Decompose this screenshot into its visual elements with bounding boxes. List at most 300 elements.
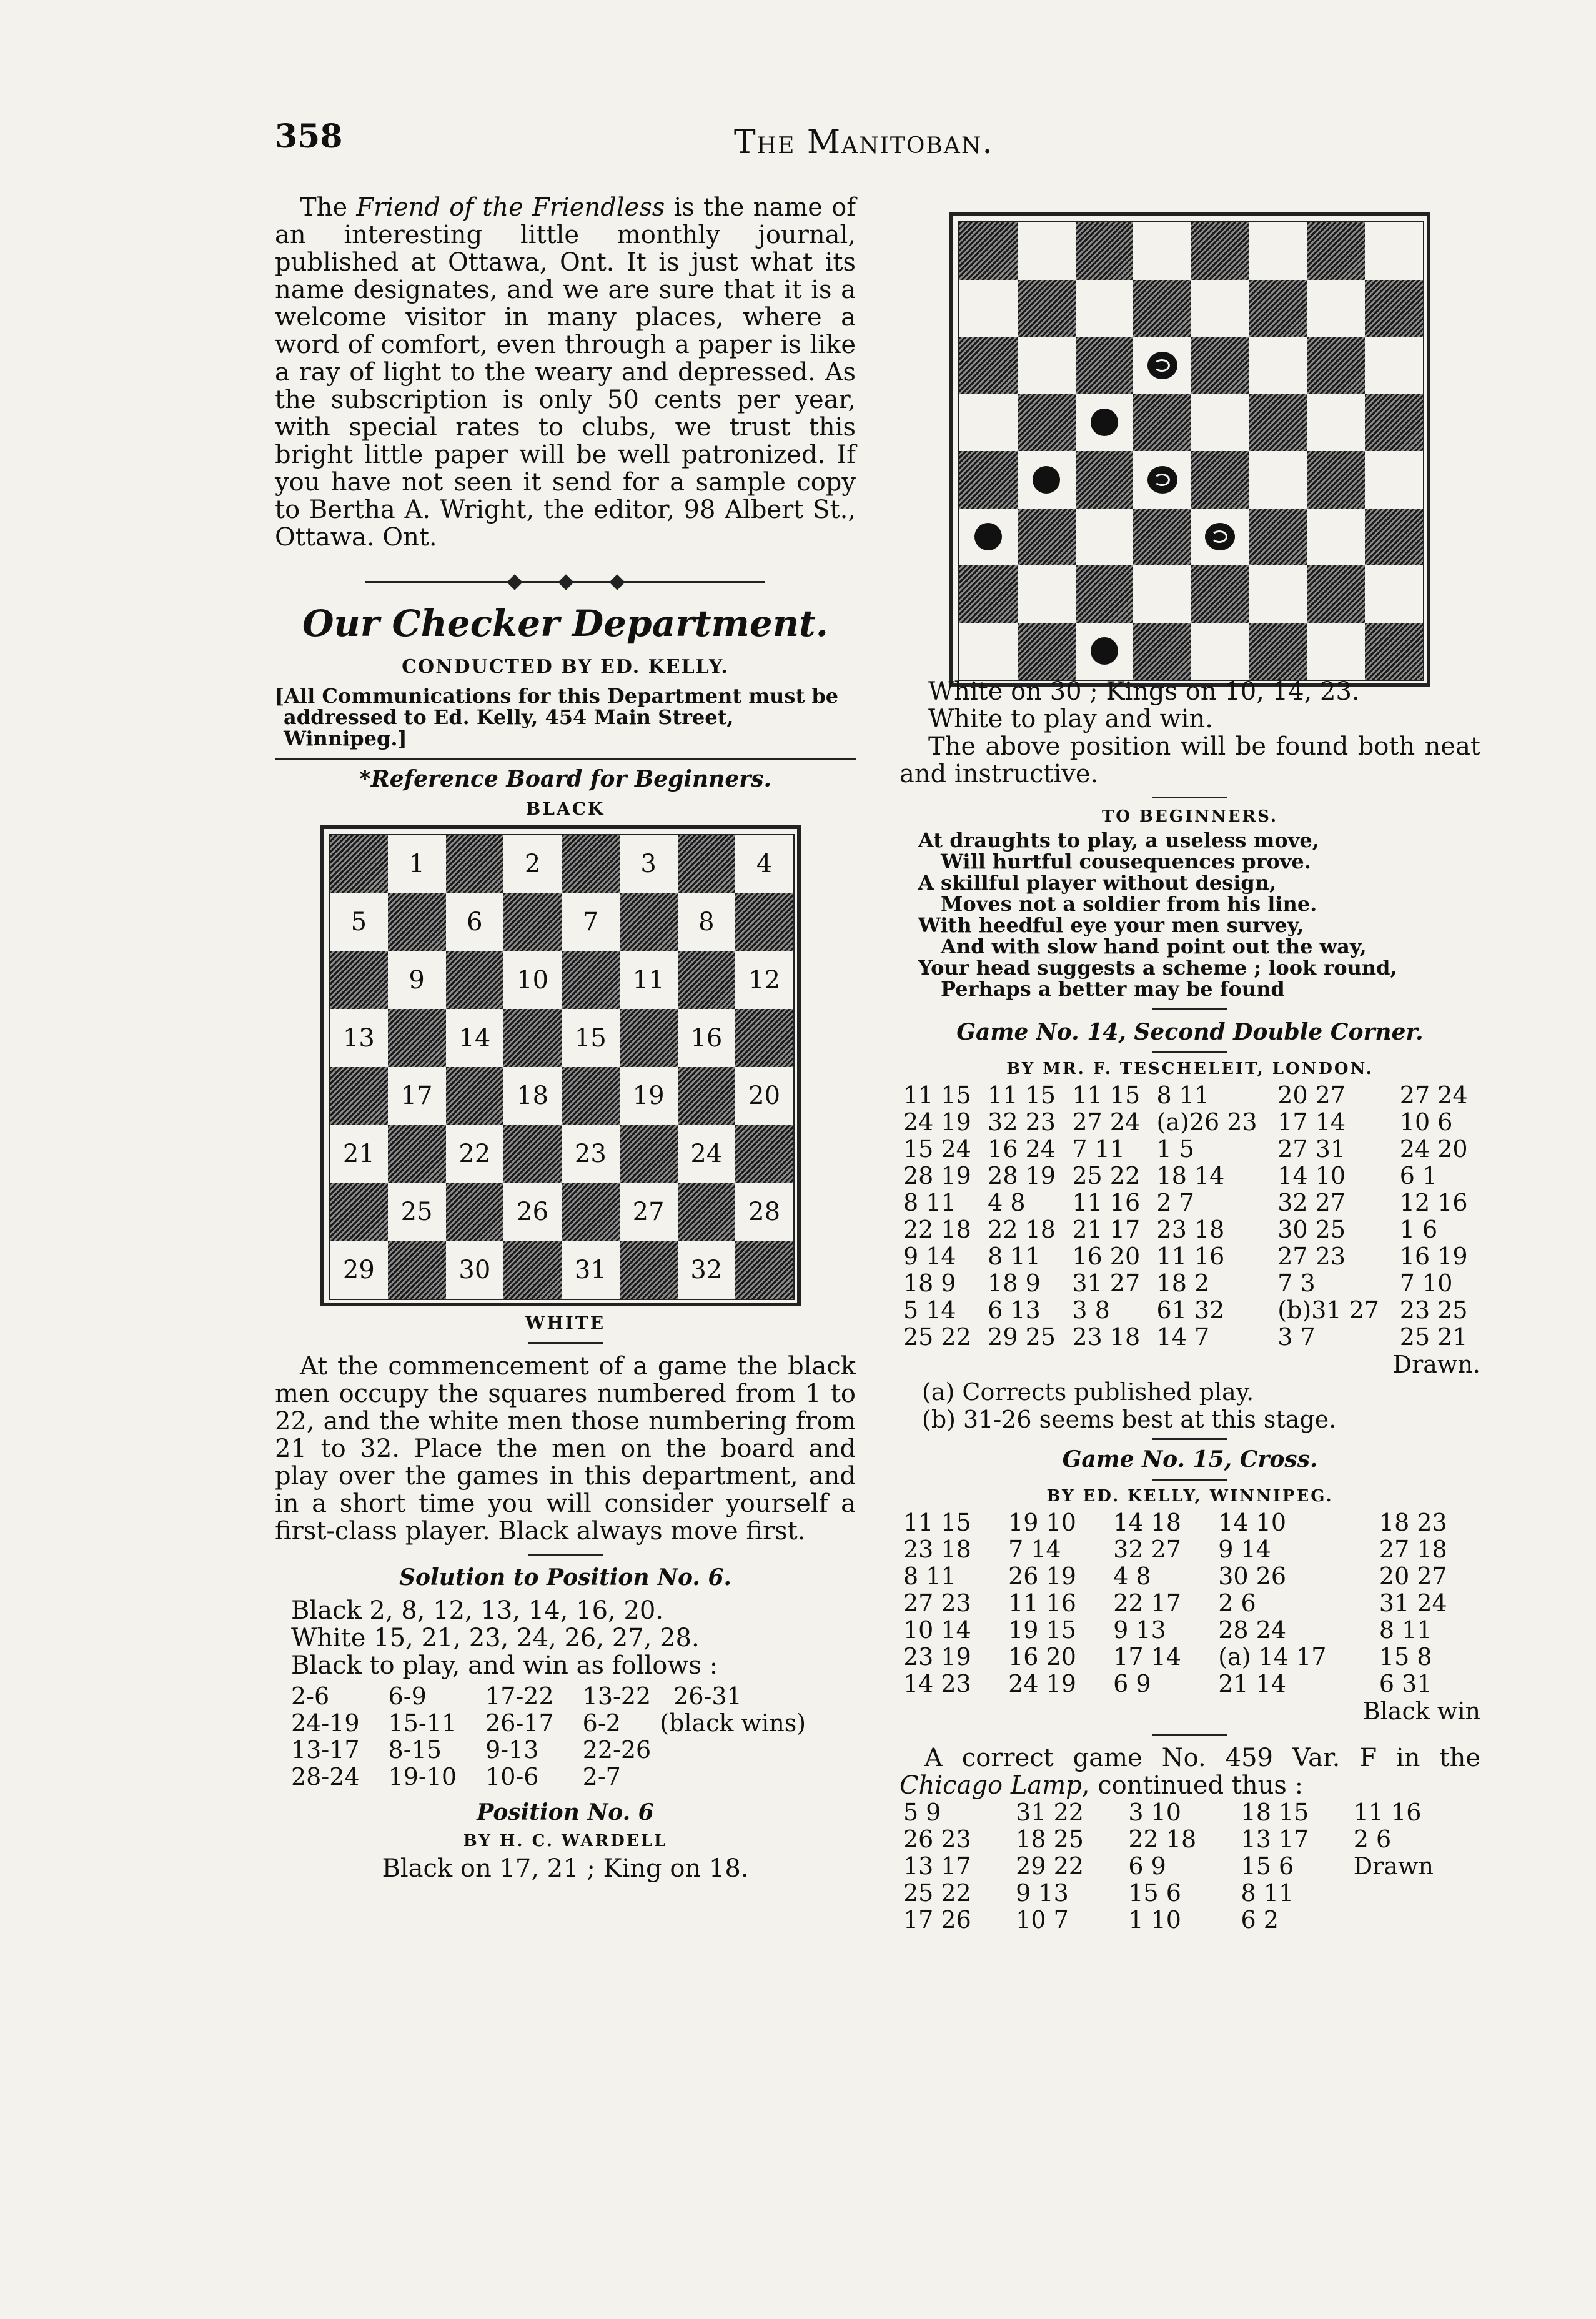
dark-square bbox=[1133, 509, 1191, 566]
table-row bbox=[900, 1671, 1480, 1697]
dark-square bbox=[330, 951, 388, 1010]
table-row bbox=[900, 1617, 1480, 1644]
numbered-square: 7 bbox=[562, 893, 620, 951]
move-cell: 32 27 bbox=[1277, 1189, 1346, 1216]
short-rule bbox=[1152, 1008, 1227, 1010]
short-rule bbox=[1152, 1734, 1227, 1736]
move-cell: 1 10 bbox=[1128, 1906, 1181, 1934]
section-rule bbox=[275, 758, 856, 760]
light-square bbox=[1191, 394, 1249, 452]
table-row bbox=[900, 1082, 1480, 1109]
department-title: Our Checker Department. bbox=[302, 602, 828, 645]
dark-square bbox=[388, 1009, 446, 1067]
dark-square bbox=[735, 1125, 793, 1183]
move-cell: 8 11 bbox=[1156, 1081, 1210, 1109]
move-cell: 13-17 bbox=[291, 1736, 360, 1764]
move-cell: 24 19 bbox=[1008, 1670, 1076, 1697]
move-cell: 17-22 bbox=[485, 1682, 554, 1710]
move-cell: 3 10 bbox=[1128, 1799, 1181, 1826]
dark-square bbox=[1365, 394, 1423, 452]
dark-square bbox=[503, 1125, 562, 1183]
poem-line: And with slow hand point out the way, bbox=[941, 935, 1367, 958]
move-cell: 24 20 bbox=[1399, 1135, 1468, 1163]
move-cell: 7 11 bbox=[1072, 1135, 1125, 1163]
move-cell: 11 16 bbox=[1008, 1589, 1076, 1617]
move-cell: 9 13 bbox=[1113, 1616, 1166, 1644]
dark-square bbox=[620, 1241, 678, 1299]
table-row bbox=[900, 1163, 1480, 1189]
move-cell: 12 16 bbox=[1399, 1189, 1468, 1216]
king-piece bbox=[1147, 352, 1177, 379]
position-by: BY H. C. WARDELL bbox=[463, 1832, 668, 1850]
move-cell: 29 25 bbox=[988, 1323, 1056, 1351]
game14-heading: Game No. 14, Second Double Corner. bbox=[956, 1019, 1424, 1045]
move-cell: 8 11 bbox=[1241, 1879, 1294, 1907]
light-square bbox=[959, 394, 1018, 452]
move-cell: 31 27 bbox=[1072, 1269, 1141, 1297]
dark-square bbox=[959, 565, 1018, 623]
table-row bbox=[287, 1737, 810, 1764]
move-cell: 19 10 bbox=[1008, 1509, 1076, 1536]
move-cell: 19 15 bbox=[1008, 1616, 1076, 1644]
numbered-square: 28 bbox=[735, 1183, 793, 1241]
move-cell: 10 6 bbox=[1399, 1108, 1453, 1136]
move-cell: 6 13 bbox=[988, 1296, 1041, 1324]
beginners-text: At the commencement of a game the black men occupy the squares numbered from 1 to 22, and the white men those numbering from 21 to 32. Place the men on the board and play over the games in this department, and in a short time you will consider yourself a first-class player. Black always move first. bbox=[275, 1352, 856, 1546]
move-cell: 4 8 bbox=[1113, 1562, 1151, 1590]
occupied-square bbox=[1076, 623, 1134, 680]
move-cell: 27 24 bbox=[1399, 1081, 1468, 1109]
light-square bbox=[1018, 565, 1076, 623]
move-cell: 15 6 bbox=[1128, 1879, 1181, 1907]
dark-square bbox=[1018, 394, 1076, 452]
move-cell: 30 25 bbox=[1277, 1216, 1346, 1243]
chicago-lamp-title: Chicago Lamp bbox=[900, 1771, 1082, 1800]
table-row bbox=[900, 1799, 1480, 1826]
dark-square bbox=[735, 1009, 793, 1067]
table-row bbox=[287, 1683, 810, 1710]
journal-title: Friend of the Friendless bbox=[356, 193, 665, 222]
light-square bbox=[1249, 565, 1307, 623]
light-square bbox=[1076, 280, 1134, 337]
table-row bbox=[900, 1536, 1480, 1563]
move-cell: 3 7 bbox=[1277, 1323, 1316, 1351]
short-rule bbox=[1152, 1438, 1227, 1440]
dark-square bbox=[1365, 509, 1423, 566]
dark-square bbox=[330, 1183, 388, 1241]
numbered-square: 10 bbox=[503, 951, 562, 1010]
move-cell: 6 2 bbox=[1241, 1906, 1279, 1934]
move-cell: 18 9 bbox=[988, 1269, 1041, 1297]
to-beginners-heading: TO BEGINNERS. bbox=[1101, 807, 1279, 826]
light-square bbox=[1191, 623, 1249, 680]
dark-square bbox=[446, 1067, 504, 1125]
move-cell: 5 9 bbox=[903, 1799, 941, 1826]
move-cell: 18 14 bbox=[1156, 1162, 1225, 1189]
dark-square bbox=[735, 1241, 793, 1299]
dark-square bbox=[388, 893, 446, 951]
numbered-square: 8 bbox=[678, 893, 736, 951]
move-cell: 25 21 bbox=[1399, 1323, 1468, 1351]
move-cell: 16 24 bbox=[988, 1135, 1056, 1163]
numbered-square: 5 bbox=[330, 893, 388, 951]
move-cell: 28 24 bbox=[1218, 1616, 1287, 1644]
numbered-square: 3 bbox=[620, 835, 678, 893]
move-cell: 25 22 bbox=[903, 1323, 971, 1351]
dark-square bbox=[1191, 222, 1249, 280]
move-cell: 14 10 bbox=[1277, 1162, 1346, 1189]
right-column bbox=[900, 678, 1480, 1934]
move-cell: 28 19 bbox=[903, 1162, 971, 1189]
move-cell: 25 22 bbox=[903, 1879, 971, 1907]
game14-by: BY MR. F. TESCHELEIT, LONDON. bbox=[1006, 1060, 1374, 1078]
correct-game-lead: A correct game No. 459 Var. F in the bbox=[924, 1744, 1480, 1772]
table-row bbox=[900, 1907, 1480, 1934]
numbered-square: 23 bbox=[562, 1125, 620, 1183]
numbered-square: 25 bbox=[388, 1183, 446, 1241]
light-square bbox=[1249, 337, 1307, 394]
poem-line: Your head suggests a scheme ; look round, bbox=[918, 956, 1397, 980]
move-cell: 11 15 bbox=[903, 1509, 971, 1536]
move-cell: (a) 14 17 bbox=[1218, 1643, 1327, 1671]
light-square bbox=[1365, 565, 1423, 623]
dark-square bbox=[1249, 509, 1307, 566]
dark-square bbox=[562, 1067, 620, 1125]
board-top-label: BLACK bbox=[525, 798, 605, 819]
dark-square bbox=[446, 835, 504, 893]
dark-square bbox=[1249, 394, 1307, 452]
move-cell: 16 20 bbox=[1072, 1243, 1141, 1270]
dark-square bbox=[1018, 509, 1076, 566]
position-board bbox=[949, 212, 1430, 687]
move-cell: 32 23 bbox=[988, 1108, 1056, 1136]
position-caption-2: White to play and win. bbox=[928, 705, 1213, 733]
position-heading: Position No. 6 bbox=[477, 1799, 654, 1825]
table-row bbox=[900, 1270, 1480, 1297]
move-cell: 11 15 bbox=[1072, 1081, 1141, 1109]
left-column bbox=[275, 194, 856, 1883]
move-cell: 10-6 bbox=[485, 1763, 539, 1790]
light-square bbox=[1365, 451, 1423, 509]
move-cell: 14 10 bbox=[1218, 1509, 1287, 1536]
move-cell: 26 23 bbox=[903, 1825, 971, 1853]
occupied-square bbox=[1191, 509, 1249, 566]
move-cell: 27 18 bbox=[1379, 1536, 1447, 1563]
move-cell: 6-2 bbox=[582, 1709, 621, 1737]
move-cell: 23 18 bbox=[1072, 1323, 1141, 1351]
move-cell: 5 14 bbox=[903, 1296, 956, 1324]
move-cell: 4 8 bbox=[988, 1189, 1026, 1216]
move-cell: 11 16 bbox=[1353, 1799, 1422, 1826]
reference-board-grid bbox=[330, 835, 793, 1299]
move-cell: 8-15 bbox=[388, 1736, 442, 1764]
move-cell: (b)31 27 bbox=[1277, 1296, 1379, 1324]
move-cell: 26-17 bbox=[485, 1709, 554, 1737]
notice-text: is the name of an interesting little monthly journal, published at Ottawa, Ont. It is just what its name designates, and we are sure that it is a welcome visitor in many places, where a word of comfort, even through a paper is like a ray of light to the weary and depressed. As the subscription is only 50 cents per year, with special rates to clubs, we trust this bright little paper will be well patronized. If you have not seen it send for a sample copy to Bertha A. Wright, the editor, 98 Albert St., Ottawa. Ont. bbox=[275, 193, 856, 552]
numbered-square: 13 bbox=[330, 1009, 388, 1067]
move-cell: 27 24 bbox=[1072, 1108, 1141, 1136]
light-square bbox=[1249, 451, 1307, 509]
notice-lead: The bbox=[300, 193, 357, 222]
move-cell: 2 6 bbox=[1353, 1825, 1392, 1853]
occupied-square bbox=[1018, 451, 1076, 509]
king-piece bbox=[1147, 466, 1177, 494]
move-cell: 61 32 bbox=[1156, 1296, 1225, 1324]
move-cell: 19-10 bbox=[388, 1763, 457, 1790]
move-cell: 2-6 bbox=[291, 1682, 330, 1710]
move-cell: 8 11 bbox=[903, 1189, 956, 1216]
numbered-square: 4 bbox=[735, 835, 793, 893]
move-cell: 23 25 bbox=[1399, 1296, 1468, 1324]
dark-square bbox=[1307, 337, 1366, 394]
table-row bbox=[900, 1297, 1480, 1324]
numbered-square: 21 bbox=[330, 1125, 388, 1183]
move-cell: 21 14 bbox=[1218, 1670, 1287, 1697]
move-cell: 25 22 bbox=[1072, 1162, 1141, 1189]
table-row bbox=[900, 1136, 1480, 1163]
short-rule bbox=[528, 1554, 603, 1556]
numbered-square: 27 bbox=[620, 1183, 678, 1241]
poem-line: A skillful player without design, bbox=[918, 871, 1277, 895]
short-rule bbox=[1152, 797, 1227, 798]
dark-square bbox=[678, 835, 736, 893]
game15-moves-table bbox=[900, 1509, 1480, 1697]
move-cell: 9 13 bbox=[1016, 1879, 1069, 1907]
move-cell: Drawn bbox=[1353, 1852, 1434, 1880]
game14-moves-table bbox=[900, 1082, 1480, 1351]
move-cell: 6 31 bbox=[1379, 1670, 1432, 1697]
dark-square bbox=[562, 835, 620, 893]
move-cell: 15 24 bbox=[903, 1135, 971, 1163]
numbered-square: 20 bbox=[735, 1067, 793, 1125]
numbered-square: 11 bbox=[620, 951, 678, 1010]
dark-square bbox=[388, 1241, 446, 1299]
dark-square bbox=[1249, 280, 1307, 337]
dark-square bbox=[678, 951, 736, 1010]
position-caption-1: White on 30 ; Kings on 10, 14, 23. bbox=[928, 677, 1360, 706]
dark-square bbox=[503, 1241, 562, 1299]
move-cell: 11 15 bbox=[903, 1081, 971, 1109]
table-row bbox=[900, 1853, 1480, 1880]
move-cell: 32 27 bbox=[1113, 1536, 1181, 1563]
dark-square bbox=[1307, 222, 1366, 280]
position-board-grid bbox=[959, 222, 1423, 680]
dark-square bbox=[1076, 337, 1134, 394]
dark-square bbox=[503, 1009, 562, 1067]
move-cell: 22 18 bbox=[1128, 1825, 1197, 1853]
dark-square bbox=[1076, 565, 1134, 623]
move-cell: 9-13 bbox=[485, 1736, 539, 1764]
numbered-square: 2 bbox=[503, 835, 562, 893]
dark-square bbox=[388, 1125, 446, 1183]
dark-square bbox=[678, 1067, 736, 1125]
numbered-square: 19 bbox=[620, 1067, 678, 1125]
move-cell: 14 7 bbox=[1156, 1323, 1210, 1351]
numbered-square: 32 bbox=[678, 1241, 736, 1299]
dark-square bbox=[959, 222, 1018, 280]
move-cell: 7 14 bbox=[1008, 1536, 1061, 1563]
move-cell: 23 18 bbox=[903, 1536, 971, 1563]
poem-line: With heedful eye your men survey, bbox=[918, 913, 1304, 937]
solution-heading: Solution to Position No. 6. bbox=[399, 1564, 732, 1591]
short-rule bbox=[528, 1342, 603, 1344]
reference-board-heading: *Reference Board for Beginners. bbox=[359, 766, 772, 792]
move-cell: 6-9 bbox=[388, 1682, 427, 1710]
light-square bbox=[1191, 280, 1249, 337]
solution-line-2: White 15, 21, 23, 24, 26, 27, 28. bbox=[291, 1624, 700, 1652]
move-cell: 17 14 bbox=[1113, 1643, 1181, 1671]
move-cell: 22 17 bbox=[1113, 1589, 1181, 1617]
move-cell: 27 23 bbox=[1277, 1243, 1346, 1270]
running-head: The Manitoban. bbox=[734, 124, 994, 161]
game14-note-b: (b) 31-26 seems best at this stage. bbox=[922, 1406, 1337, 1433]
correct-game-text bbox=[900, 1744, 1480, 1799]
move-cell: 26 19 bbox=[1008, 1562, 1076, 1590]
solution-line-3: Black to play, and win as follows : bbox=[291, 1651, 718, 1680]
dark-square bbox=[620, 893, 678, 951]
dark-square bbox=[1133, 280, 1191, 337]
table-row bbox=[900, 1563, 1480, 1590]
move-cell: 18 15 bbox=[1241, 1799, 1309, 1826]
move-cell: 31 24 bbox=[1379, 1589, 1447, 1617]
conducted-by: CONDUCTED BY ED. KELLY. bbox=[402, 656, 729, 678]
move-cell: 10 7 bbox=[1016, 1906, 1069, 1934]
beginners-poem bbox=[918, 830, 1480, 1000]
light-square bbox=[1307, 623, 1366, 680]
friend-notice bbox=[275, 194, 856, 551]
dark-square bbox=[1076, 451, 1134, 509]
move-cell: 8 11 bbox=[903, 1562, 956, 1590]
move-cell: 28-24 bbox=[291, 1763, 360, 1790]
table-row bbox=[287, 1710, 810, 1737]
move-cell: (a)26 23 bbox=[1156, 1108, 1257, 1136]
light-square bbox=[1249, 222, 1307, 280]
numbered-square: 30 bbox=[446, 1241, 504, 1299]
move-cell: 22 18 bbox=[903, 1216, 971, 1243]
correct-game-moves-table bbox=[900, 1799, 1480, 1934]
numbered-square: 6 bbox=[446, 893, 504, 951]
move-cell: 1 5 bbox=[1156, 1135, 1194, 1163]
dark-square bbox=[959, 451, 1018, 509]
solution-moves-table bbox=[287, 1683, 810, 1790]
move-cell: 10 14 bbox=[903, 1616, 971, 1644]
move-cell bbox=[1350, 1907, 1480, 1934]
move-cell: 15-11 bbox=[388, 1709, 457, 1737]
light-square bbox=[1307, 509, 1366, 566]
dark-square bbox=[330, 835, 388, 893]
move-cell: 26-31 bbox=[673, 1682, 742, 1710]
move-cell: 18 23 bbox=[1379, 1509, 1447, 1536]
table-row bbox=[900, 1324, 1480, 1351]
move-cell: 1 6 bbox=[1399, 1216, 1438, 1243]
move-cell: 7 10 bbox=[1399, 1269, 1453, 1297]
move-cell: 6 1 bbox=[1399, 1162, 1438, 1189]
occupied-square bbox=[1133, 337, 1191, 394]
dark-square bbox=[503, 893, 562, 951]
game15-result: Black win bbox=[1362, 1697, 1480, 1725]
dark-square bbox=[620, 1009, 678, 1067]
move-cell: 11 16 bbox=[1156, 1243, 1225, 1270]
light-square bbox=[1133, 222, 1191, 280]
table-row bbox=[900, 1189, 1480, 1216]
move-cell: 18 25 bbox=[1016, 1825, 1084, 1853]
light-square bbox=[959, 623, 1018, 680]
move-cell: 29 22 bbox=[1016, 1852, 1084, 1880]
dark-square bbox=[562, 1183, 620, 1241]
move-cell: 14 18 bbox=[1113, 1509, 1181, 1536]
dark-square bbox=[1018, 280, 1076, 337]
move-cell: 6 9 bbox=[1128, 1852, 1166, 1880]
move-cell: 9 14 bbox=[903, 1243, 956, 1270]
move-cell: 20 27 bbox=[1277, 1081, 1346, 1109]
numbered-square: 31 bbox=[562, 1241, 620, 1299]
light-square bbox=[1307, 280, 1366, 337]
move-cell: 22 18 bbox=[988, 1216, 1056, 1243]
occupied-square bbox=[1133, 451, 1191, 509]
move-cell: 8 11 bbox=[988, 1243, 1041, 1270]
numbered-square: 26 bbox=[503, 1183, 562, 1241]
table-row bbox=[900, 1644, 1480, 1671]
move-cell: 27 31 bbox=[1277, 1135, 1346, 1163]
table-row bbox=[900, 1509, 1480, 1536]
dark-square bbox=[1307, 451, 1366, 509]
occupied-square bbox=[1076, 394, 1134, 452]
solution-line-1: Black 2, 8, 12, 13, 14, 16, 20. bbox=[291, 1596, 664, 1625]
move-cell: 15 8 bbox=[1379, 1643, 1432, 1671]
checker-piece bbox=[974, 523, 1002, 550]
dark-square bbox=[446, 951, 504, 1010]
dark-square bbox=[959, 337, 1018, 394]
move-cell: 28 19 bbox=[988, 1162, 1056, 1189]
light-square bbox=[1365, 222, 1423, 280]
checker-piece bbox=[1091, 409, 1118, 436]
dark-square bbox=[562, 951, 620, 1010]
numbered-square: 22 bbox=[446, 1125, 504, 1183]
dark-square bbox=[1191, 337, 1249, 394]
light-square bbox=[959, 280, 1018, 337]
poem-line: Moves not a soldier from his line. bbox=[941, 892, 1317, 916]
short-rule bbox=[1152, 1051, 1227, 1053]
poem-line: Will hurtful cousequences prove. bbox=[941, 850, 1311, 873]
numbered-square: 12 bbox=[735, 951, 793, 1010]
position-text: Black on 17, 21 ; King on 18. bbox=[382, 1854, 749, 1883]
dark-square bbox=[1191, 565, 1249, 623]
move-cell: (black wins) bbox=[660, 1709, 806, 1737]
move-cell: 9 14 bbox=[1218, 1536, 1271, 1563]
game15-heading: Game No. 15, Cross. bbox=[1062, 1446, 1318, 1472]
move-cell: 20 27 bbox=[1379, 1562, 1447, 1590]
light-square bbox=[1076, 509, 1134, 566]
dark-square bbox=[1133, 623, 1191, 680]
numbered-square: 29 bbox=[330, 1241, 388, 1299]
checker-piece bbox=[1033, 466, 1060, 494]
move-cell bbox=[1350, 1880, 1480, 1907]
move-cell: 13-22 bbox=[582, 1682, 652, 1710]
move-cell: 2 6 bbox=[1218, 1589, 1256, 1617]
dark-square bbox=[735, 893, 793, 951]
numbered-square: 18 bbox=[503, 1067, 562, 1125]
move-cell: 21 17 bbox=[1072, 1216, 1141, 1243]
dark-square bbox=[1249, 623, 1307, 680]
communications-note: [All Communications for this Department must be addressed to Ed. Kelly, 454 Main Street, Winnipeg.] bbox=[275, 684, 839, 750]
poem-line: Perhaps a better may be found bbox=[941, 977, 1285, 1001]
game14-result: Drawn. bbox=[1392, 1351, 1480, 1378]
move-cell: 6 9 bbox=[1113, 1670, 1151, 1697]
numbered-square: 17 bbox=[388, 1067, 446, 1125]
page-number: 358 bbox=[275, 117, 343, 156]
move-cell: 24-19 bbox=[291, 1709, 360, 1737]
dark-square bbox=[1365, 623, 1423, 680]
